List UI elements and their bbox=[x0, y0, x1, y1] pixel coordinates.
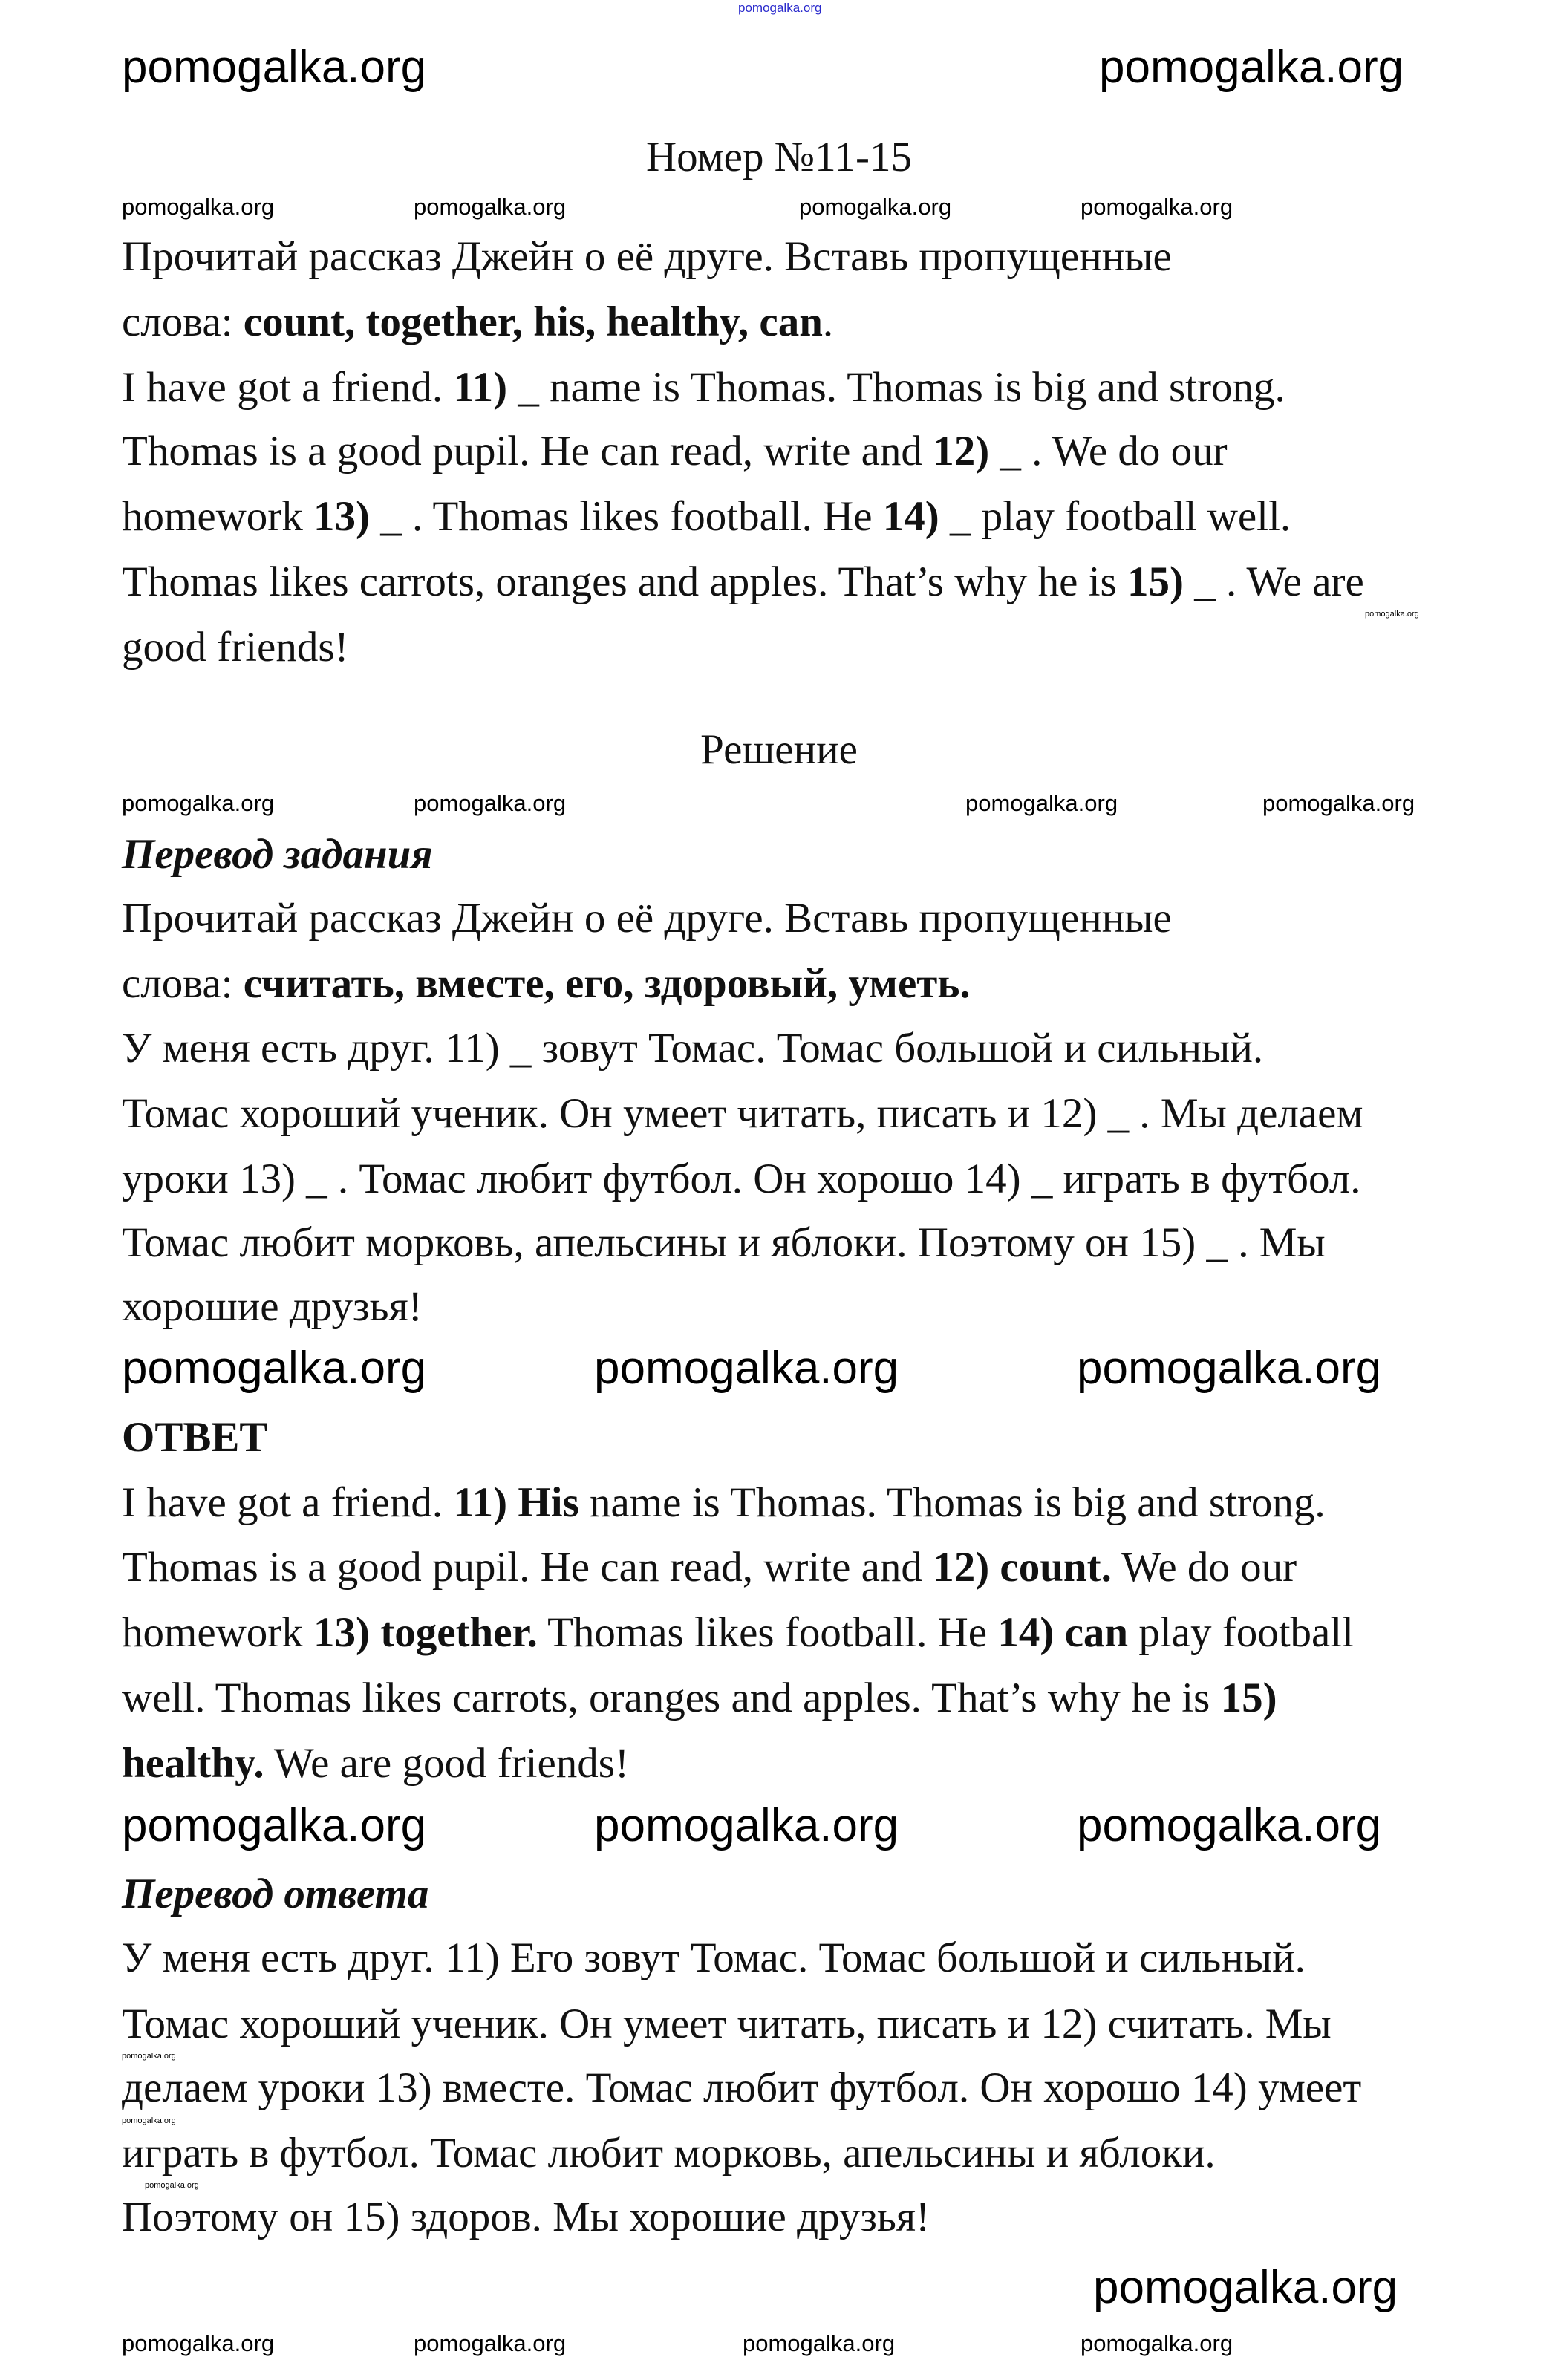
emphasized-text: 12) count. bbox=[933, 1544, 1112, 1591]
watermark-text: pomogalka.org bbox=[1077, 1800, 1382, 1851]
text-line bbox=[122, 1868, 428, 1920]
text-segment: homework bbox=[122, 493, 314, 540]
text-line bbox=[122, 2062, 1361, 2114]
text-segment: уроки 13) _ . Томас любит футбол. Он хорошо 14) _ играть в футбол. bbox=[122, 1155, 1361, 1202]
text-segment: . bbox=[822, 299, 834, 345]
watermark-text: pomogalka.org bbox=[799, 194, 952, 220]
text-segment: We are good friends! bbox=[264, 1740, 629, 1787]
text-segment: name is Thomas. Thomas is big and strong. bbox=[578, 1479, 1326, 1526]
text-segment: We do our bbox=[1111, 1544, 1297, 1591]
text-line bbox=[122, 296, 833, 348]
watermark-text: pomogalka.org bbox=[1099, 42, 1404, 93]
text-segment: хорошие друзья! bbox=[122, 1283, 423, 1330]
text-line bbox=[122, 1153, 1360, 1205]
text-line bbox=[122, 2128, 1216, 2180]
emphasized-text: 15) bbox=[1127, 558, 1184, 605]
text-line bbox=[122, 1088, 1363, 1140]
watermark-text: pomogalka.org bbox=[122, 2052, 176, 2061]
watermark-text: pomogalka.org bbox=[122, 2330, 275, 2356]
text-segment: Thomas likes carrots, oranges and apples. That’s why he is bbox=[122, 558, 1127, 605]
watermark-text: pomogalka.org bbox=[414, 194, 567, 220]
text-line bbox=[122, 1412, 267, 1464]
text-segment: _ . We do our bbox=[989, 428, 1228, 475]
watermark-text: pomogalka.org bbox=[122, 1800, 427, 1851]
watermark-text: pomogalka.org bbox=[965, 790, 1118, 816]
text-line bbox=[122, 231, 1172, 283]
text-line bbox=[122, 2191, 930, 2243]
text-line bbox=[122, 1217, 1326, 1269]
watermark-text: pomogalka.org bbox=[414, 2330, 567, 2356]
watermark-text: pomogalka.org bbox=[122, 42, 427, 93]
text-segment: I have got a friend. bbox=[122, 364, 454, 411]
text-line bbox=[122, 1281, 423, 1333]
watermark-text: pomogalka.org bbox=[122, 790, 275, 816]
text-line bbox=[122, 1477, 1326, 1529]
text-segment: слова: bbox=[122, 299, 244, 345]
watermark-text: pomogalka.org bbox=[1081, 2330, 1233, 2356]
section-heading bbox=[0, 724, 1558, 776]
watermark-text: pomogalka.org bbox=[414, 790, 567, 816]
emphasized-text: Перевод ответа bbox=[122, 1871, 429, 1917]
text-segment: Thomas is a good pupil. He can read, write and bbox=[122, 1544, 933, 1591]
text-line bbox=[122, 1932, 1306, 1984]
text-segment: играть в футбол. Томас любит морковь, апельсины и яблоки. bbox=[122, 2130, 1216, 2177]
emphasized-text: 13) together. bbox=[313, 1609, 538, 1656]
watermark-text: pomogalka.org bbox=[122, 194, 275, 220]
text-segment: I have got a friend. bbox=[122, 1479, 454, 1526]
watermark-text: pomogalka.org bbox=[145, 2181, 199, 2190]
text-segment: Решение bbox=[700, 726, 858, 773]
text-segment: Thomas is a good pupil. He can read, write and bbox=[122, 428, 933, 475]
text-line bbox=[122, 1607, 1354, 1659]
emphasized-text: Перевод задания bbox=[122, 831, 433, 878]
text-segment: Номер №11-15 bbox=[646, 134, 912, 180]
emphasized-text: 14) bbox=[882, 493, 939, 540]
emphasized-text: считать, вместе, его, здоровый, уметь. bbox=[243, 960, 971, 1007]
emphasized-text: 11) His bbox=[453, 1479, 579, 1526]
watermark-text: pomogalka.org bbox=[594, 1343, 899, 1394]
emphasized-text: ОТВЕТ bbox=[122, 1414, 268, 1461]
text-line bbox=[122, 1023, 1263, 1075]
watermark-text: pomogalka.org bbox=[122, 2116, 176, 2125]
watermark-text: pomogalka.org bbox=[1081, 194, 1233, 220]
text-segment: well. Thomas likes carrots, oranges and apples. That’s why he is bbox=[122, 1675, 1221, 1721]
watermark-text: pomogalka.org bbox=[738, 1, 822, 15]
text-segment: У меня есть друг. 11) _ зовут Томас. Томас большой и сильный. bbox=[122, 1025, 1264, 1072]
emphasized-text: 13) bbox=[313, 493, 371, 540]
watermark-text: pomogalka.org bbox=[1365, 610, 1419, 619]
page-title bbox=[0, 131, 1558, 183]
emphasized-text: healthy. bbox=[122, 1740, 264, 1787]
text-line bbox=[122, 958, 971, 1010]
text-line bbox=[122, 491, 1291, 543]
text-segment: делаем уроки 13) вместе. Томас любит футбол. Он хорошо 14) умеет bbox=[122, 2064, 1362, 2111]
text-line bbox=[122, 556, 1364, 608]
text-line bbox=[122, 622, 349, 674]
text-line bbox=[122, 362, 1285, 414]
watermark-text: pomogalka.org bbox=[1262, 790, 1415, 816]
text-segment: homework bbox=[122, 1609, 314, 1656]
text-segment: _ name is Thomas. Thomas is big and strong. bbox=[507, 364, 1285, 411]
text-segment: Прочитай рассказ Джейн о её друге. Вставь пропущенные bbox=[122, 233, 1172, 280]
emphasized-text: 12) bbox=[933, 428, 990, 475]
text-segment: _ . We are bbox=[1183, 558, 1364, 605]
watermark-text: pomogalka.org bbox=[122, 1343, 427, 1394]
emphasized-text: 11) bbox=[453, 364, 508, 411]
text-line bbox=[122, 426, 1228, 477]
text-segment: Томас любит морковь, апельсины и яблоки. Поэтому он 15) _ . Мы bbox=[122, 1219, 1326, 1266]
text-segment: _ play football well. bbox=[939, 493, 1291, 540]
text-line bbox=[122, 893, 1172, 945]
text-segment: play football bbox=[1128, 1609, 1355, 1656]
text-segment: Поэтому он 15) здоров. Мы хорошие друзья! bbox=[122, 2194, 930, 2240]
text-line bbox=[122, 829, 433, 881]
text-segment: Thomas likes football. He bbox=[537, 1609, 998, 1656]
text-segment: Томас хороший ученик. Он умеет читать, писать и 12) _ . Мы делаем bbox=[122, 1090, 1363, 1137]
text-segment: слова: bbox=[122, 960, 244, 1007]
watermark-text: pomogalka.org bbox=[743, 2330, 896, 2356]
watermark-text: pomogalka.org bbox=[594, 1800, 899, 1851]
watermark-text: pomogalka.org bbox=[1093, 2262, 1398, 2313]
watermark-text: pomogalka.org bbox=[1077, 1343, 1382, 1394]
text-line bbox=[122, 1998, 1332, 2050]
text-segment: _ . Thomas likes football. He bbox=[370, 493, 883, 540]
emphasized-text: 14) can bbox=[997, 1609, 1129, 1656]
text-segment: У меня есть друг. 11) Его зовут Томас. Томас большой и сильный. bbox=[122, 1934, 1306, 1981]
emphasized-text: count, together, his, healthy, can bbox=[243, 299, 823, 345]
emphasized-text: 15) bbox=[1220, 1675, 1277, 1721]
text-line bbox=[122, 1738, 629, 1790]
text-segment: Прочитай рассказ Джейн о её друге. Вставь пропущенные bbox=[122, 895, 1172, 942]
text-segment: good friends! bbox=[122, 624, 349, 671]
text-segment: Томас хороший ученик. Он умеет читать, писать и 12) считать. Мы bbox=[122, 2001, 1332, 2047]
text-line bbox=[122, 1542, 1297, 1594]
text-line bbox=[122, 1672, 1277, 1724]
